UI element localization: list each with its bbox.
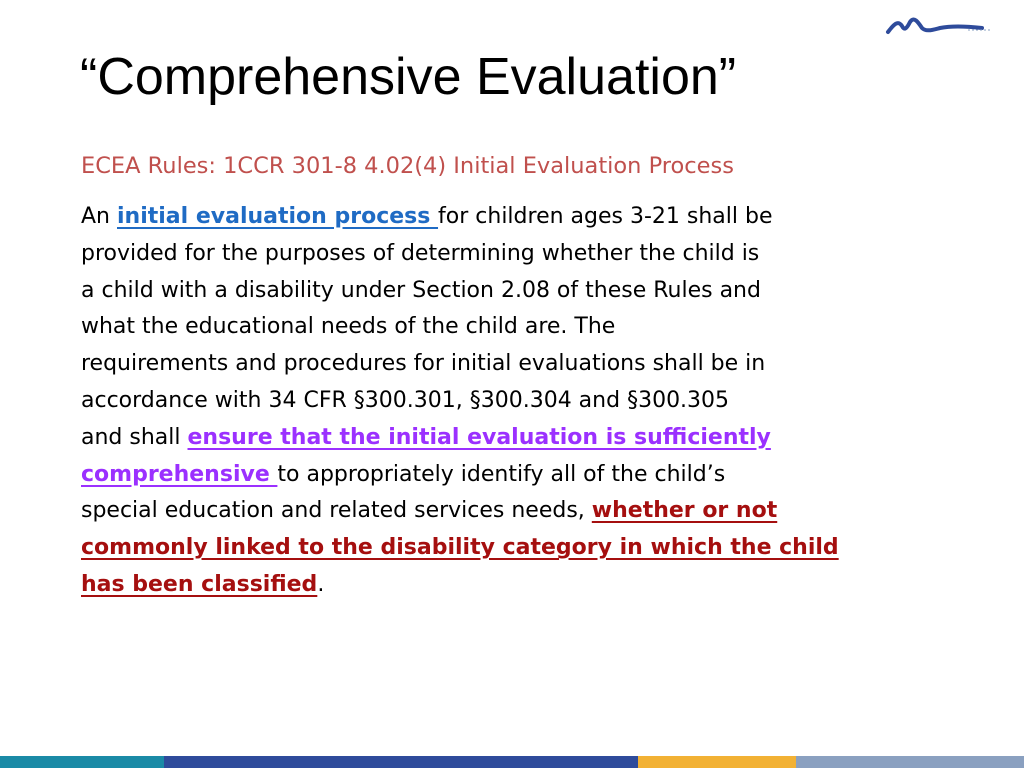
- body-line: provided for the purposes of determining whether the child is: [81, 240, 760, 266]
- bar-segment-gold: [638, 756, 796, 768]
- body-line: [81, 567, 951, 604]
- bar-segment-gray: [796, 756, 1024, 768]
- body-line: what the educational needs of the child are. The: [81, 314, 616, 340]
- body-text-segment: special education and related services needs,: [81, 498, 592, 524]
- body-line: [81, 199, 951, 236]
- whether-or-not-linked-link[interactable]: commonly linked to the disability category in which the child: [81, 535, 839, 561]
- body-text-segment: .: [317, 571, 325, 597]
- slide-title: “Comprehensive Evaluation”: [80, 48, 737, 106]
- body-line: requirements and procedures for initial evaluations shall be in: [81, 351, 766, 377]
- mountain-wave-logo-icon: [884, 10, 996, 42]
- body-line: [81, 457, 951, 494]
- sufficiently-comprehensive-link[interactable]: comprehensive: [81, 461, 278, 487]
- body-text-segment: to appropriately identify all of the child’s: [277, 461, 726, 487]
- sufficiently-comprehensive-link[interactable]: ensure that the initial evaluation is sufficiently: [187, 424, 771, 450]
- body-line: accordance with 34 CFR §300.301, §300.304 and §300.305: [81, 387, 730, 413]
- bar-segment-teal: [0, 756, 164, 768]
- bottom-color-bar: [0, 756, 1024, 768]
- body-line: [81, 493, 951, 530]
- whether-or-not-linked-link[interactable]: has been classified: [81, 571, 318, 597]
- body-line: a child with a disability under Section 2.08 of these Rules and: [81, 277, 761, 303]
- body-text-segment: for children ages 3-21 shall be: [438, 204, 773, 229]
- body-line: [81, 530, 951, 567]
- whether-or-not-linked-link[interactable]: whether or not: [591, 498, 778, 524]
- body-text-segment: An: [81, 204, 117, 229]
- body-line: [81, 420, 951, 457]
- bar-segment-blue: [164, 756, 638, 768]
- initial-evaluation-process-link[interactable]: initial evaluation process: [117, 204, 439, 229]
- slide-subtitle: ECEA Rules: 1CCR 301-8 4.02(4) Initial Evaluation Process: [81, 153, 734, 179]
- body-paragraph: [81, 199, 951, 604]
- body-text-segment: and shall: [81, 424, 188, 450]
